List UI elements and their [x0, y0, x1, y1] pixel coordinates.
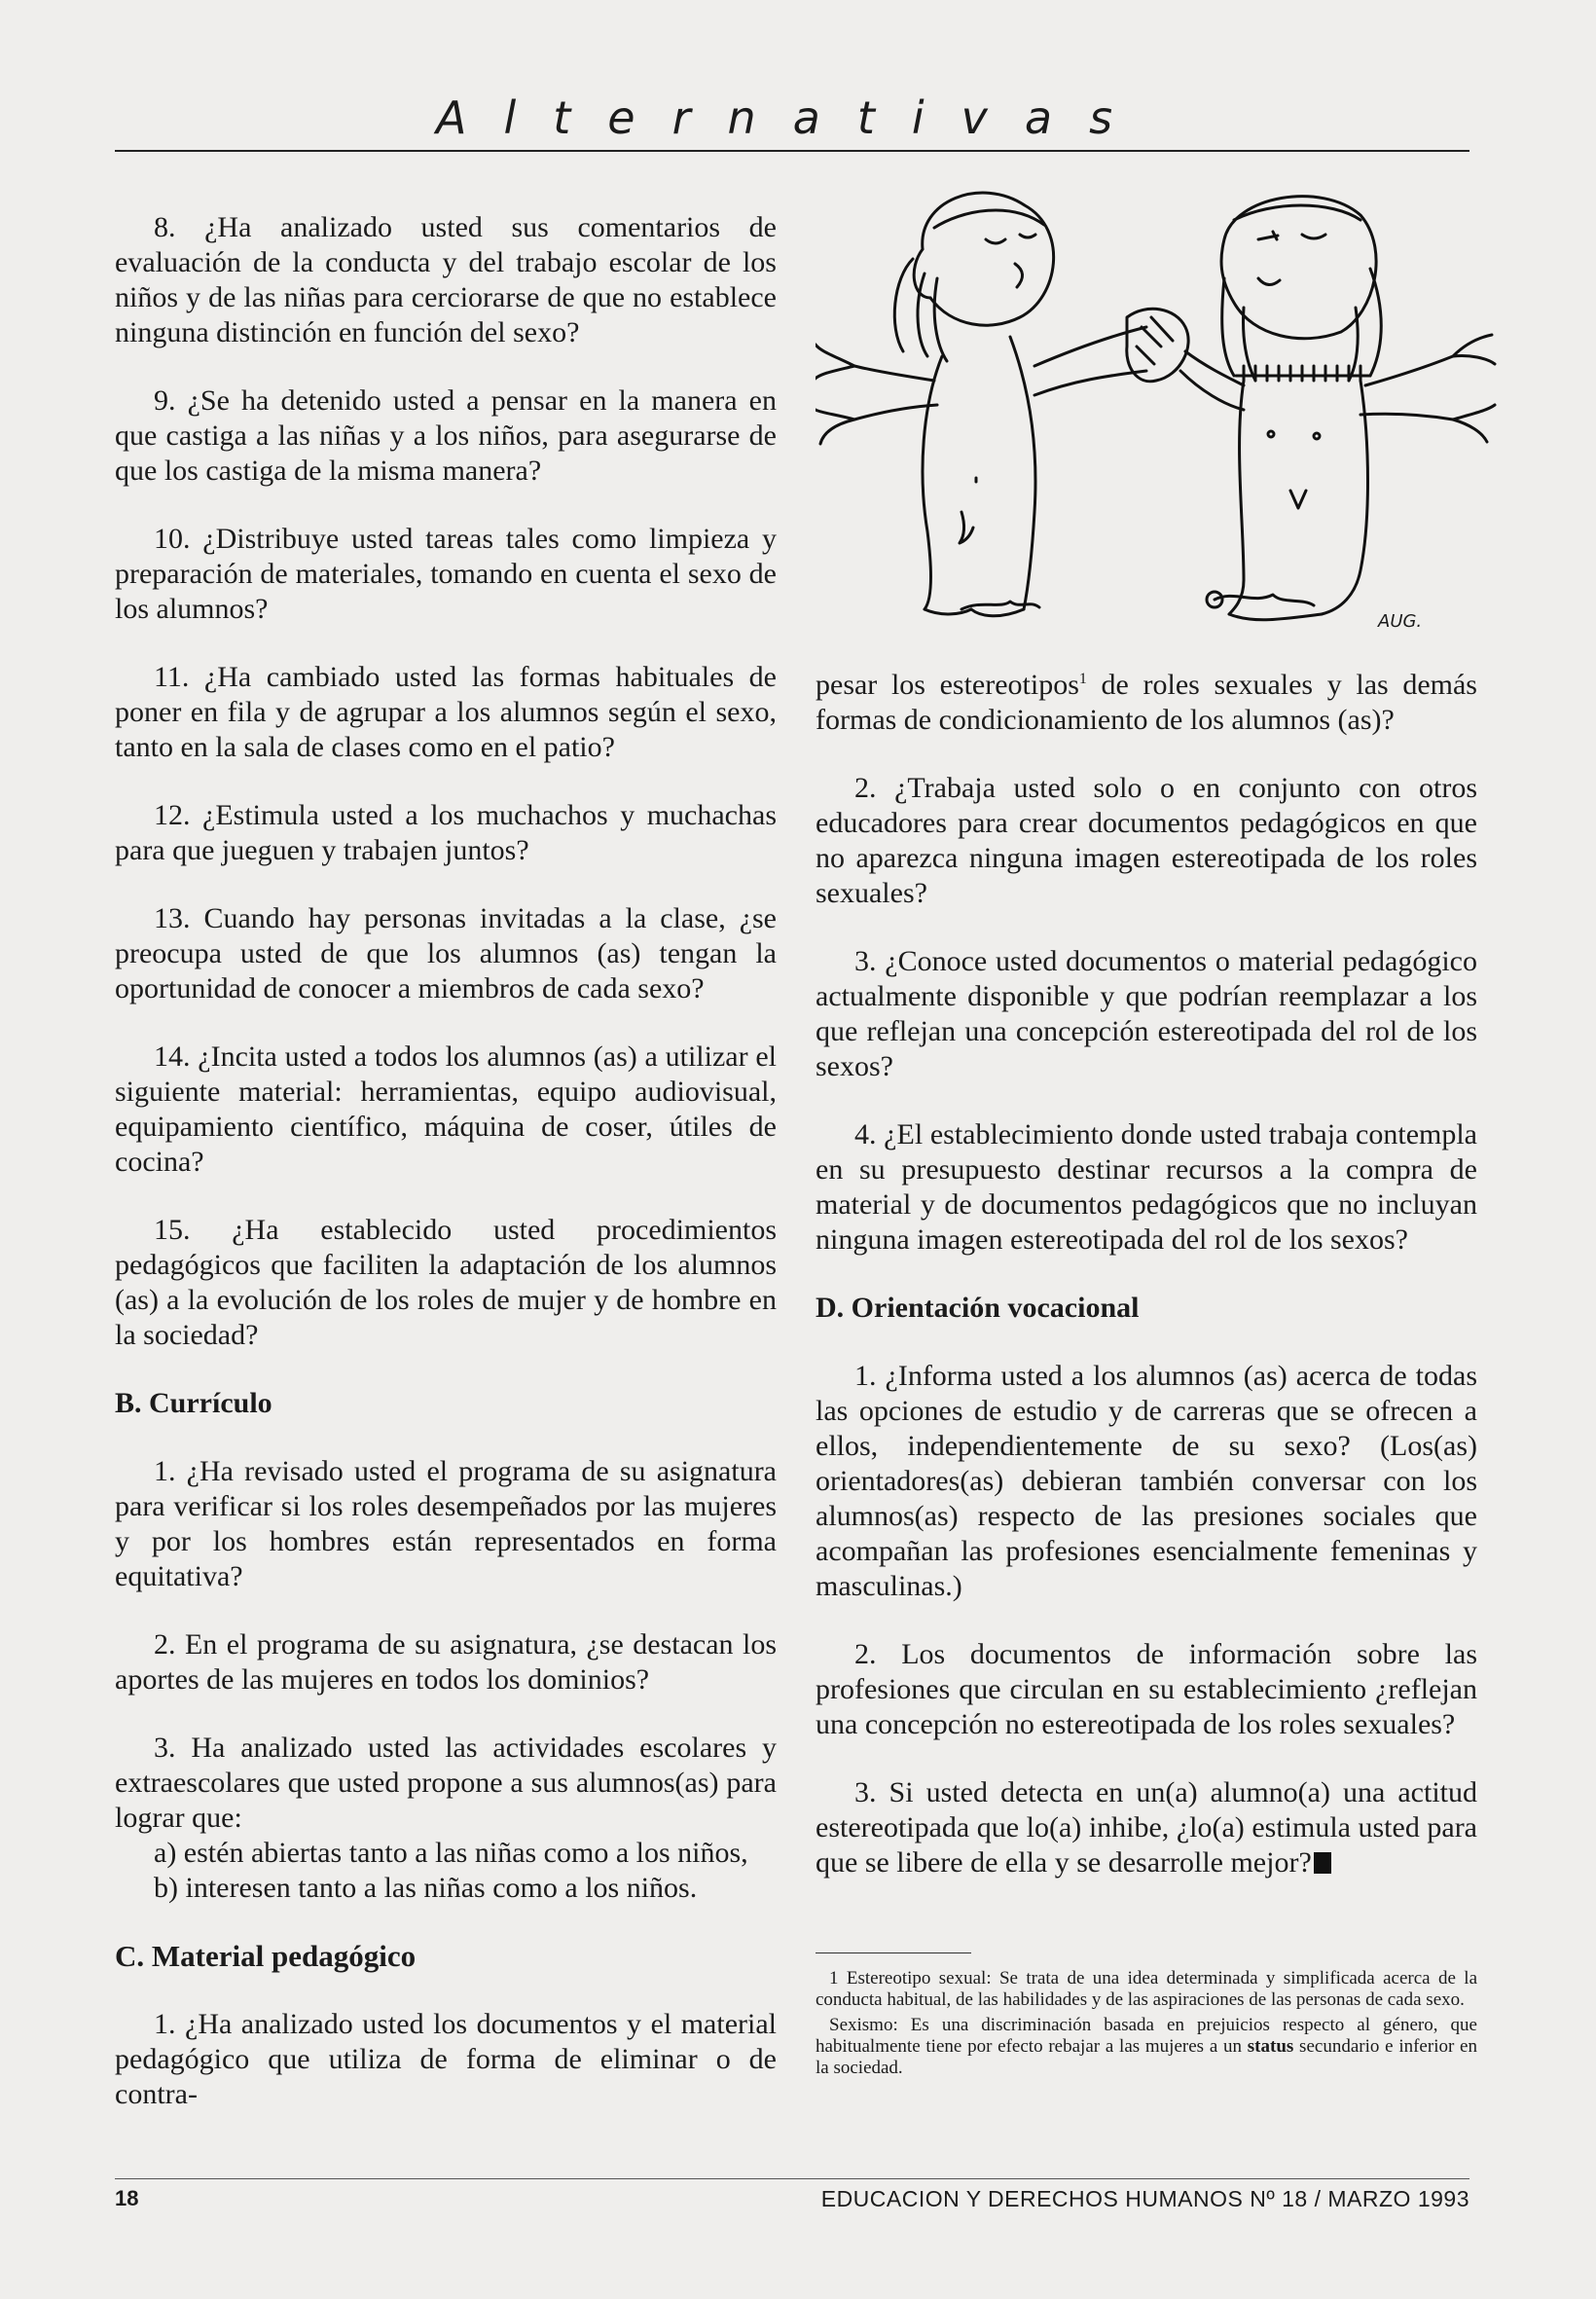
boy-body — [923, 337, 1035, 609]
question-d3 — [816, 1775, 1477, 1880]
question-14: 14. ¿Incita usted a todos los alumnos (as) a utilizar el siguiente material: herramientas, equipo audiovisual, equipamiento científico, máquina de coser, útiles de cocina? — [115, 1040, 777, 1178]
question-c1-start: 1. ¿Ha analizado usted los documentos y el material pedagógico que utiliza de forma de eliminar o de contra- — [115, 2008, 777, 2110]
illustrator-signature: AUG. — [1378, 611, 1423, 632]
question-c1-end-text: pesar los estereotipos — [816, 669, 1079, 701]
question-c4: 4. ¿El establecimiento donde usted trabaja contempla en su presupuesto destinar recursos a la compra de material y de documentos pedagógicos que no incluyan ninguna imagen estereotipada del rol de los sexos? — [816, 1118, 1477, 1256]
question-d2: 2. Los documentos de información sobre las profesiones que circulan en su establecimiento ¿reflejan una concepción no estereotipada de los roles sexuales? — [816, 1638, 1477, 1740]
question-c1-end — [816, 662, 1477, 738]
question-d3-text: 3. Si usted detecta en un(a) alumno(a) una actitud estereotipada que lo(a) inhibe, ¿lo(a) estimula usted para que se libere de ella y se desarrolle mejor? — [816, 1776, 1477, 1879]
footnote-sexismo-end: secundario e inferior en la sociedad. — [816, 2036, 1477, 2078]
heading-curriculo: B. Currículo — [115, 1387, 272, 1419]
question-b3-text: 3. Ha analizado usted las actividades escolares y extraescolares que usted propone a sus alumnos(as) para lograr que: — [115, 1732, 777, 1834]
question-c1-end-rest: de roles sexuales y las demás formas de condicionamiento de los alumnos (as)? — [816, 669, 1477, 736]
heading-orientacion-vocacional: D. Orientación vocacional — [816, 1292, 1140, 1324]
question-c2: 2. ¿Trabaja usted solo o en conjunto con otros educadores para crear documentos pedagógicos en que no aparezca ninguna imagen estereotipada de los roles sexuales? — [816, 772, 1477, 909]
footnote-sexismo-text: Sexismo: Es una discriminación basada en prejuicios respecto al género, que habitualmente tiene por efecto rebajar a las mujeres a un — [816, 2015, 1477, 2057]
question-b3 — [115, 1731, 777, 1836]
page-number: 18 — [115, 2186, 139, 2210]
question-b1: 1. ¿Ha revisado usted el programa de su asignatura para verificar si los roles desempeñados por las mujeres y por los hombres están representados en forma equitativa? — [115, 1455, 777, 1592]
footnote-sexismo — [816, 2015, 1477, 2079]
right-column — [816, 662, 1477, 1914]
question-b2: 2. En el programa de su asignatura, ¿se destacan los aportes de las mujeres en todos los dominios? — [115, 1628, 777, 1696]
question-15: 15. ¿Ha establecido usted procedimientos pedagógicos que faciliten la adaptación de los alumnos (as) a la evolución de los roles de mujer y de hombre en la sociedad? — [115, 1214, 777, 1351]
question-d1: 1. ¿Informa usted a los alumnos (as) acerca de todas las opciones de estudio y de carreras que se ofrecen a ellos, independientemente de su sexo? (Los(as) orientadores(as) debieran también conversar con los alumnos(as) respecto de las presiones sociales que acompañan las profesiones esencialmente femeninas y masculinas.) — [816, 1360, 1477, 1602]
left-column — [115, 210, 777, 2145]
list-item-b: b) interesen tanto a las niñas como a los niños. — [154, 1872, 698, 1904]
question-11: 11. ¿Ha cambiado usted las formas habituales de poner en fila y de agrupar a los alumnos según el sexo, tanto en la sala de clases como en el patio? — [115, 661, 777, 763]
question-c3: 3. ¿Conoce usted documentos o material pedagógico actualmente disponible y que podrían reemplazar a los que reflejan una concepción estereotipada del rol de los sexos? — [816, 945, 1477, 1082]
heading-material-pedagogico: C. Material pedagógico — [115, 1939, 417, 1973]
list-item-a: a) estén abiertas tanto a las niñas como a los niños, — [154, 1837, 748, 1869]
footnotes — [816, 1968, 1477, 2083]
boy-arm-left — [854, 366, 937, 420]
question-9: 9. ¿Se ha detenido usted a pensar en la manera en que castiga a las niñas y a los niños, para asegurarse de que los castiga de la misma manera? — [115, 384, 777, 487]
question-b3-list — [115, 1836, 777, 1906]
question-8: 8. ¿Ha analizado usted sus comentarios de evaluación de la conducta y del trabajo escolar de los niños y de las niñas para cerciorarse de que no establece ninguna distinción en función del sexo? — [115, 211, 777, 348]
question-10: 10. ¿Distribuye usted tareas tales como limpieza y preparación de materiales, tomando en cuenta el sexo de los alumnos? — [115, 523, 777, 625]
running-header-title: Alternativas — [436, 91, 1150, 144]
footnote-rule — [816, 1952, 971, 1953]
header-rule — [115, 150, 1469, 152]
question-13: 13. Cuando hay personas invitadas a la clase, ¿se preocupa usted de que los alumnos (as) tengan la oportunidad de conocer a miembros de cada sexo? — [115, 902, 777, 1004]
boy-head — [923, 193, 1054, 325]
question-12: 12. ¿Estimula usted a los muchachos y muchachas para que jueguen y trabajen juntos? — [115, 799, 777, 866]
footnote-sexismo-bold: status — [1247, 2036, 1294, 2057]
end-of-article-mark — [1314, 1852, 1331, 1874]
publication-footer: EDUCACION Y DERECHOS HUMANOS Nº 18 / MARZO 1993 — [820, 2186, 1469, 2211]
footnote-ref-1: 1 — [1078, 671, 1087, 687]
girl-body — [1229, 381, 1368, 614]
footer-rule — [115, 2178, 1469, 2179]
cartoon-illustration — [816, 181, 1497, 648]
footnote-1: 1 Estereotipo sexual: Se trata de una idea determinada y simplificada acerca de la conducta habitual, de las habilidades y de las aspiraciones de las personas de cada sexo. — [816, 1968, 1477, 2010]
